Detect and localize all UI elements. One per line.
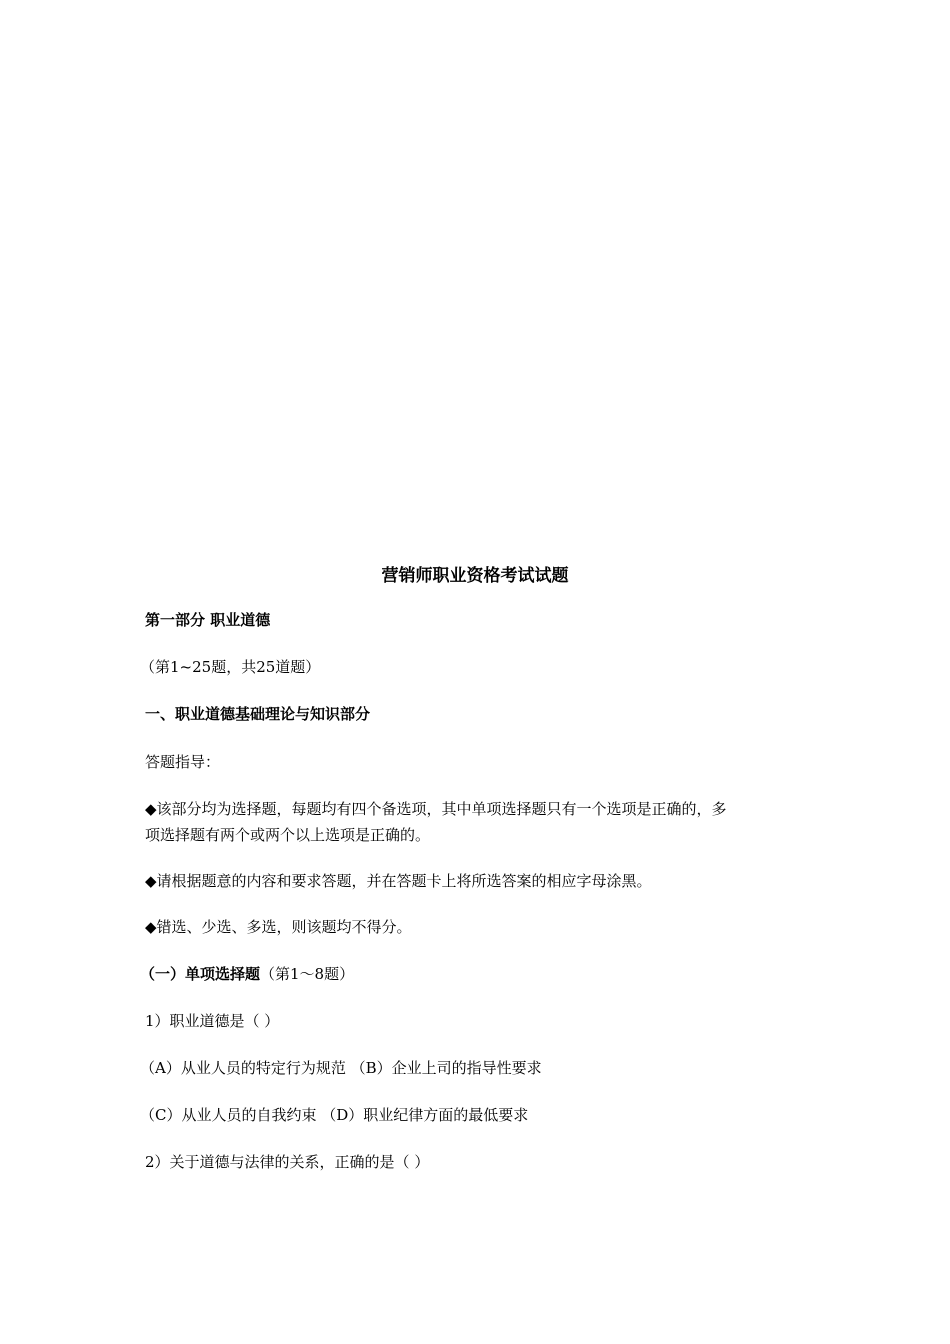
question-2-stem: 2）关于道德与法律的关系，正确的是（ ） <box>145 1153 430 1171</box>
question-1-options-row-1: （A）从业人员的特定行为规范 （B）企业上司的指导性要求 <box>140 1059 542 1077</box>
subsection-heading <box>140 962 820 986</box>
question-1-stem: 1）职业道德是（ ） <box>145 1012 280 1030</box>
question-range: （第1~25题，共25道题） <box>140 658 321 676</box>
question-1-options-row-2: （C）从业人员的自我约束 （D）职业纪律方面的最低要求 <box>140 1106 529 1124</box>
section-heading: 一、职业道德基础理论与知识部分 <box>145 705 371 723</box>
instruction-1-line-1: ◆该部分均为选择题，每题均有四个备选项，其中单项选择题只有一个选项是正确的，多 <box>145 800 727 818</box>
instructions-label: 答题指导： <box>145 753 221 771</box>
instruction-1 <box>145 796 810 848</box>
subsection-heading-bold: （一）单项选择题 <box>140 965 261 983</box>
document-title: 营销师职业资格考试试题 <box>381 566 569 586</box>
instruction-3: ◆错选、少选、多选，则该题均不得分。 <box>145 918 412 936</box>
instruction-2: ◆请根据题意的内容和要求答题，并在答题卡上将所选答案的相应字母涂黑。 <box>145 872 652 890</box>
part-heading: 第一部分 职业道德 <box>145 611 271 629</box>
subsection-heading-range: （第1～8题） <box>260 965 355 983</box>
instruction-1-line-2: 项选择题有两个或两个以上选项是正确的。 <box>145 826 431 844</box>
